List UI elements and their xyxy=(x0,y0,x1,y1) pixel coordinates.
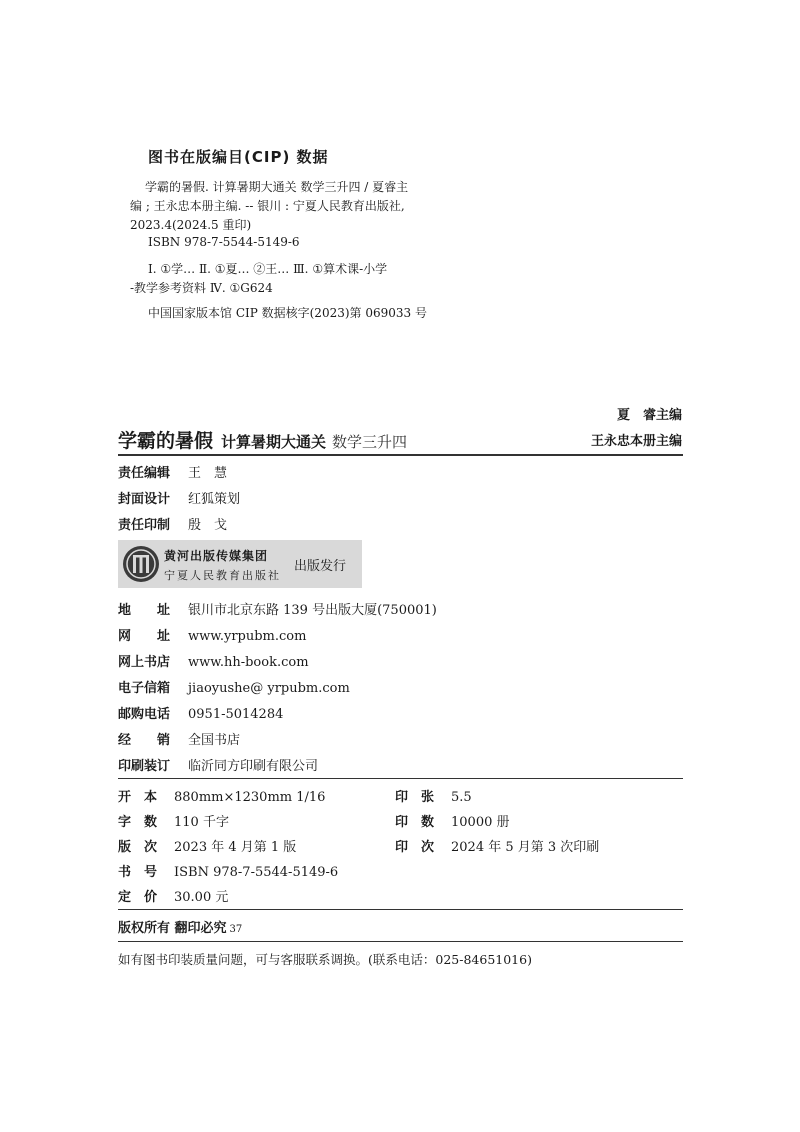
contact-row xyxy=(118,625,306,644)
contact-row xyxy=(118,729,240,748)
spec-row xyxy=(118,836,296,855)
volume-editor: 王永忠本册主编 xyxy=(590,434,682,449)
spec-label: 版 次 xyxy=(118,840,158,855)
title-sub2: 数学三升四 xyxy=(332,433,408,451)
contact-label: 网 址 xyxy=(118,629,171,644)
spec-value: 2023 年 4 月第 1 版 xyxy=(174,840,297,855)
spec-row xyxy=(118,861,338,880)
contact-row xyxy=(118,755,318,774)
divider xyxy=(118,909,683,910)
spec-value: ISBN 978-7-5544-5149-6 xyxy=(174,865,339,880)
spec-row xyxy=(395,811,510,830)
contact-row xyxy=(118,703,283,722)
spec-row xyxy=(118,886,228,905)
title-sub: 计算暑期大通关 xyxy=(221,433,327,451)
contact-value: 银川市北京东路 139 号出版大厦(750001) xyxy=(188,603,437,618)
contact-value: www.hh-book.com xyxy=(188,655,309,670)
spec-row xyxy=(395,836,599,855)
copyright-notice xyxy=(118,917,242,936)
spec-label: 印 张 xyxy=(395,790,435,805)
chief-editor: 夏 睿主编 xyxy=(616,408,682,423)
spec-label: 印 次 xyxy=(395,840,435,855)
contact-label: 经 销 xyxy=(118,733,171,748)
publisher-press: 宁夏人民教育出版社 xyxy=(164,569,281,582)
divider xyxy=(118,454,683,456)
title-main: 学霸的暑假 xyxy=(118,430,214,452)
cip-line: 学霸的暑假. 计算暑期大通关 数学三升四 / 夏睿主 xyxy=(145,180,409,194)
spec-label: 印 数 xyxy=(395,815,435,830)
contact-value: 临沂同方印刷有限公司 xyxy=(188,759,319,774)
contact-value: 全国书店 xyxy=(188,733,241,748)
contact-value: jiaoyushe@ yrpubm.com xyxy=(188,681,350,696)
spec-value: 880mm×1230mm 1/16 xyxy=(174,790,326,805)
cip-heading: 图书在版编目(CIP) 数据 xyxy=(148,148,329,166)
spec-value: 2024 年 5 月第 3 次印刷 xyxy=(451,840,600,855)
quality-notice: 如有图书印装质量问题，可与客服联系调换。(联系电话：025-84651016) xyxy=(118,952,532,967)
credit-label: 责任编辑 xyxy=(118,466,171,481)
credit-value: 红狐策划 xyxy=(188,492,241,507)
spec-value: 5.5 xyxy=(451,790,472,805)
cip-line: 2023.4(2024.5 重印) xyxy=(130,218,252,232)
contact-label: 印刷装订 xyxy=(118,759,171,774)
contact-label: 邮购电话 xyxy=(118,707,171,722)
spec-label: 开 本 xyxy=(118,790,158,805)
spec-value: 110 千字 xyxy=(174,815,229,830)
spec-label: 字 数 xyxy=(118,815,158,830)
cip-line: 中国国家版本馆 CIP 数据核字(2023)第 069033 号 xyxy=(148,306,427,320)
contact-label: 网上书店 xyxy=(118,655,171,670)
credit-value: 王 慧 xyxy=(188,466,228,481)
spec-row xyxy=(395,786,472,805)
spec-row xyxy=(118,811,229,830)
credit-row xyxy=(118,462,227,481)
credit-row xyxy=(118,488,240,507)
spec-row xyxy=(118,786,325,805)
rights-code: 37 xyxy=(229,924,243,935)
cip-line: -教学参考资料 Ⅳ. ①G624 xyxy=(130,281,273,295)
book-title xyxy=(118,426,407,453)
cip-line: 编 ; 王永忠本册主编. -- 银川 : 宁夏人民教育出版社, xyxy=(130,199,405,213)
spec-label: 书 号 xyxy=(118,865,158,880)
credit-row xyxy=(118,514,227,533)
spec-value: 10000 册 xyxy=(451,815,510,830)
contact-row xyxy=(118,599,437,618)
divider xyxy=(118,941,683,942)
spec-label: 定 价 xyxy=(118,890,158,905)
publisher-emblem-icon xyxy=(122,545,160,583)
contact-value: www.yrpubm.com xyxy=(188,629,307,644)
contact-row xyxy=(118,677,350,696)
publisher-action: 出版发行 xyxy=(294,559,347,574)
credit-value: 殷 戈 xyxy=(188,518,228,533)
spec-value: 30.00 元 xyxy=(174,890,229,905)
contact-label: 电子信箱 xyxy=(118,681,171,696)
cip-line: Ⅰ. ①学… Ⅱ. ①夏… ②王… Ⅲ. ①算术课-小学 xyxy=(148,262,388,276)
cip-line: ISBN 978-7-5544-5149-6 xyxy=(148,235,300,249)
publisher-logo xyxy=(118,540,362,588)
credit-label: 封面设计 xyxy=(118,492,171,507)
credit-label: 责任印制 xyxy=(118,518,171,533)
contact-row xyxy=(118,651,309,670)
contact-label: 地 址 xyxy=(118,603,171,618)
divider xyxy=(118,778,683,779)
publisher-group: 黄河出版传媒集团 xyxy=(164,549,269,563)
contact-value: 0951-5014284 xyxy=(188,707,284,722)
rights-text: 版权所有 翻印必究 xyxy=(118,921,227,936)
